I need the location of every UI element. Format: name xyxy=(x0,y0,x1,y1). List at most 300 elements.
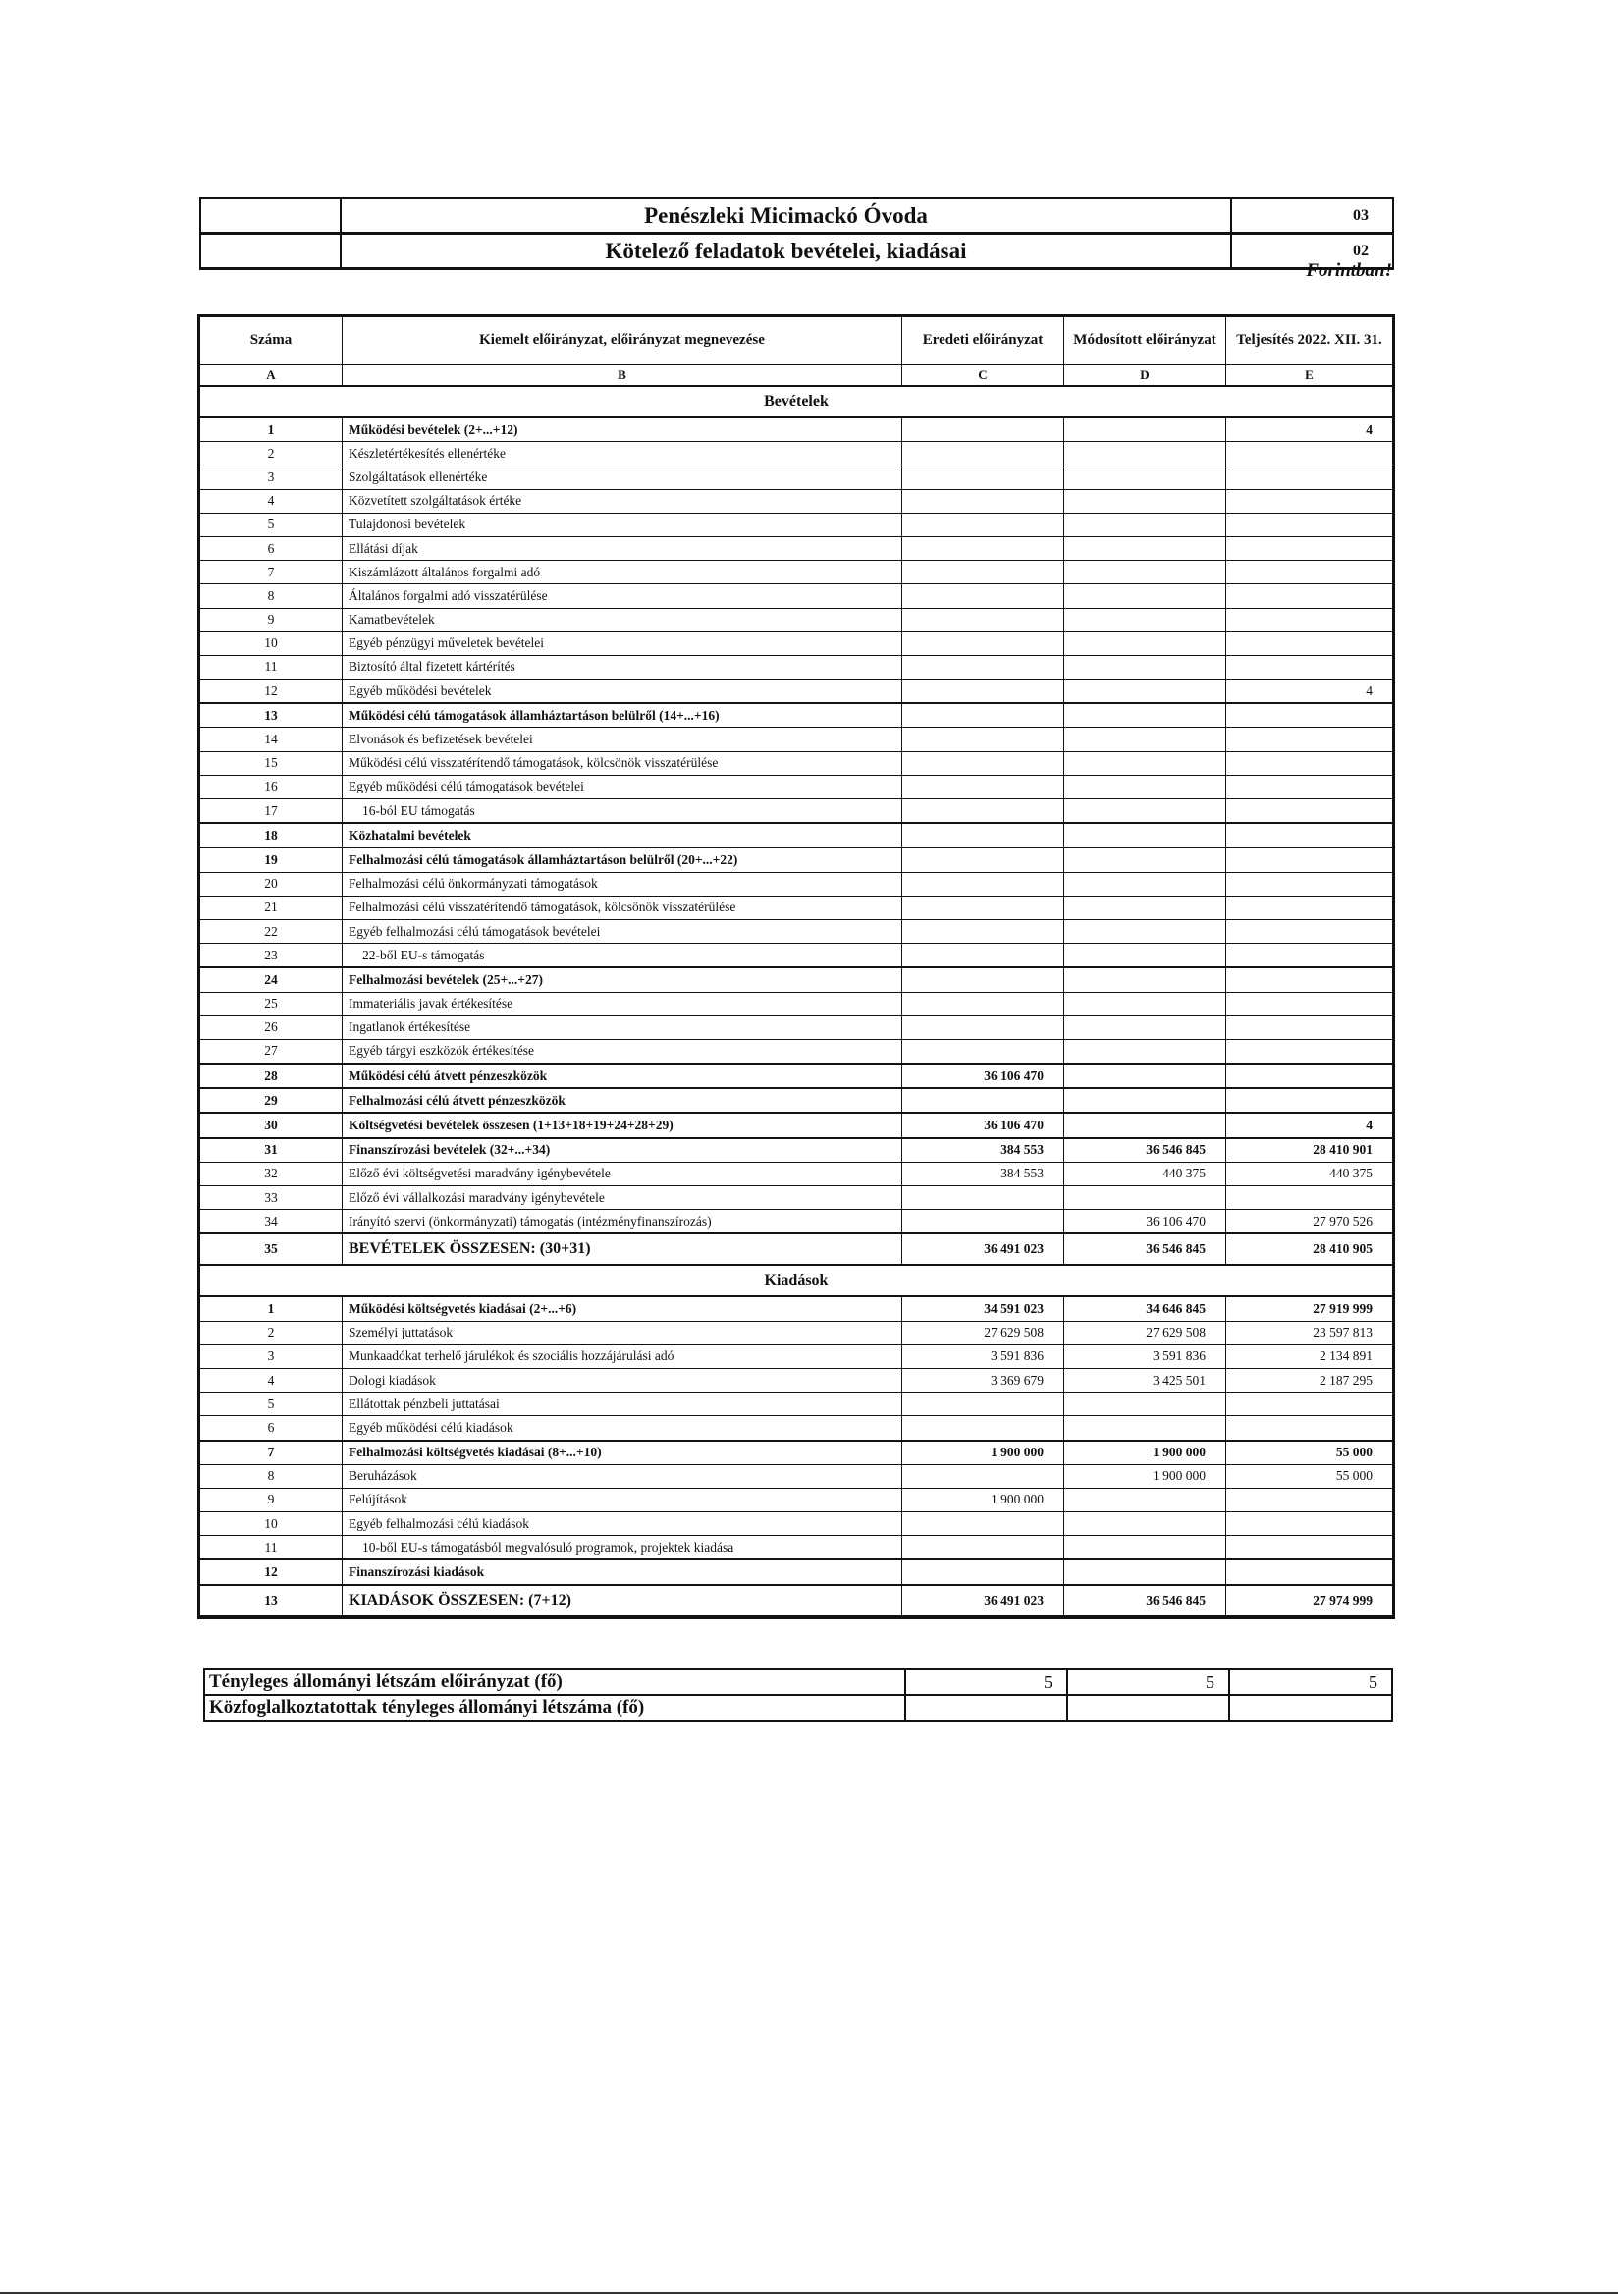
modified-appropriation xyxy=(1064,442,1226,465)
section-heading-income: Bevételek xyxy=(200,386,1393,417)
actual-performance: 55 000 xyxy=(1226,1464,1393,1488)
modified-appropriation xyxy=(1064,1015,1226,1039)
income-row xyxy=(200,489,1393,513)
modified-appropriation xyxy=(1064,775,1226,798)
original-appropriation: 3 369 679 xyxy=(902,1368,1064,1392)
income-row xyxy=(200,1210,1393,1234)
income-row xyxy=(200,1138,1393,1163)
income-row xyxy=(200,967,1393,992)
row-label: Ellátottak pénzbeli juttatásai xyxy=(343,1393,902,1416)
original-appropriation xyxy=(902,1416,1064,1441)
row-number: 11 xyxy=(200,1536,343,1560)
row-label: Dologi kiadások xyxy=(343,1368,902,1392)
row-number: 9 xyxy=(200,1488,343,1511)
expense-row xyxy=(200,1512,1393,1536)
modified-appropriation xyxy=(1064,944,1226,968)
section-heading-row xyxy=(200,386,1393,417)
staff-row xyxy=(204,1669,1392,1695)
row-number: 27 xyxy=(200,1039,343,1064)
row-label: Előző évi vállalkozási maradvány igénybevétele xyxy=(343,1186,902,1210)
modified-appropriation xyxy=(1064,1488,1226,1511)
income-row xyxy=(200,1015,1393,1039)
row-number: 5 xyxy=(200,1393,343,1416)
actual-performance: 4 xyxy=(1226,1113,1393,1137)
actual-performance: 440 375 xyxy=(1226,1162,1393,1185)
modified-appropriation: 34 646 845 xyxy=(1064,1296,1226,1321)
row-label: Immateriális javak értékesítése xyxy=(343,992,902,1015)
actual-performance: 2 187 295 xyxy=(1226,1368,1393,1392)
original-appropriation: 34 591 023 xyxy=(902,1296,1064,1321)
row-label: Kiszámlázott általános forgalmi adó xyxy=(343,561,902,584)
column-letter: E xyxy=(1226,365,1393,387)
actual-performance: 27 974 999 xyxy=(1226,1585,1393,1616)
row-label: Felhalmozási célú önkormányzati támogatások xyxy=(343,872,902,896)
row-label: Ellátási díjak xyxy=(343,536,902,560)
column-letter: A xyxy=(200,365,343,387)
actual-performance: 2 134 891 xyxy=(1226,1344,1393,1368)
actual-performance: 55 000 xyxy=(1226,1441,1393,1465)
income-row xyxy=(200,944,1393,968)
actual-performance xyxy=(1226,1393,1393,1416)
row-number: 8 xyxy=(200,1464,343,1488)
row-label: Készletértékesítés ellenértéke xyxy=(343,442,902,465)
income-row xyxy=(200,536,1393,560)
actual-performance: 27 919 999 xyxy=(1226,1296,1393,1321)
staff-label: Tényleges állományi létszám előirányzat (fő) xyxy=(204,1669,905,1695)
original-appropriation xyxy=(902,703,1064,728)
row-number: 22 xyxy=(200,919,343,943)
actual-performance xyxy=(1226,728,1393,751)
column-header-actual: Teljesítés 2022. XII. 31. xyxy=(1226,317,1393,365)
income-row xyxy=(200,1088,1393,1113)
original-appropriation xyxy=(902,465,1064,489)
row-number: 7 xyxy=(200,561,343,584)
modified-appropriation xyxy=(1064,847,1226,872)
row-label: Egyéb működési célú kiadások xyxy=(343,1416,902,1441)
actual-performance xyxy=(1226,655,1393,679)
actual-performance: 27 970 526 xyxy=(1226,1210,1393,1234)
staff-row xyxy=(204,1695,1392,1721)
modified-appropriation: 27 629 508 xyxy=(1064,1321,1226,1344)
row-label: Egyéb tárgyi eszközök értékesítése xyxy=(343,1039,902,1064)
modified-appropriation xyxy=(1064,1393,1226,1416)
staff-original xyxy=(905,1695,1067,1721)
column-header-modified: Módosított előirányzat xyxy=(1064,317,1226,365)
modified-appropriation xyxy=(1064,561,1226,584)
modified-appropriation xyxy=(1064,896,1226,919)
row-label: Felhalmozási költségvetés kiadásai (8+...+10) xyxy=(343,1441,902,1465)
row-label: Működési költségvetés kiadásai (2+...+6) xyxy=(343,1296,902,1321)
original-appropriation xyxy=(902,775,1064,798)
row-number: 29 xyxy=(200,1088,343,1113)
row-number: 10 xyxy=(200,631,343,655)
row-label: Egyéb felhalmozási célú támogatások bevételei xyxy=(343,919,902,943)
column-header-name: Kiemelt előirányzat, előirányzat megnevezése xyxy=(343,317,902,365)
original-appropriation xyxy=(902,847,1064,872)
row-number: 23 xyxy=(200,944,343,968)
actual-performance xyxy=(1226,1559,1393,1584)
row-number: 12 xyxy=(200,1559,343,1584)
header-blank-cell xyxy=(200,198,341,234)
column-header-number: Száma xyxy=(200,317,343,365)
original-appropriation: 36 106 470 xyxy=(902,1064,1064,1088)
original-appropriation xyxy=(902,1039,1064,1064)
actual-performance xyxy=(1226,1064,1393,1088)
original-appropriation xyxy=(902,442,1064,465)
row-label: Biztosító által fizetett kártérítés xyxy=(343,655,902,679)
row-label: Tulajdonosi bevételek xyxy=(343,513,902,536)
row-number: 9 xyxy=(200,608,343,631)
row-number: 32 xyxy=(200,1162,343,1185)
row-label: Ingatlanok értékesítése xyxy=(343,1015,902,1039)
row-number: 18 xyxy=(200,823,343,847)
modified-appropriation: 1 900 000 xyxy=(1064,1464,1226,1488)
row-label: Személyi juttatások xyxy=(343,1321,902,1344)
original-appropriation xyxy=(902,1536,1064,1560)
page-bottom-rule xyxy=(0,2292,1618,2294)
actual-performance xyxy=(1226,1186,1393,1210)
modified-appropriation xyxy=(1064,728,1226,751)
row-number: 6 xyxy=(200,536,343,560)
modified-appropriation xyxy=(1064,1536,1226,1560)
actual-performance: 28 410 905 xyxy=(1226,1233,1393,1265)
modified-appropriation xyxy=(1064,489,1226,513)
income-section xyxy=(200,386,1393,1265)
row-number: 4 xyxy=(200,489,343,513)
row-label: Munkaadókat terhelő járulékok és szociális hozzájárulási adó xyxy=(343,1344,902,1368)
income-row xyxy=(200,631,1393,655)
row-label: Felhalmozási bevételek (25+...+27) xyxy=(343,967,902,992)
actual-performance xyxy=(1226,823,1393,847)
row-label: Költségvetési bevételek összesen (1+13+18+19+24+28+29) xyxy=(343,1113,902,1137)
original-appropriation: 384 553 xyxy=(902,1138,1064,1163)
actual-performance xyxy=(1226,1416,1393,1441)
original-appropriation xyxy=(902,680,1064,704)
original-appropriation xyxy=(902,1088,1064,1113)
expense-row xyxy=(200,1368,1393,1392)
income-row xyxy=(200,992,1393,1015)
actual-performance xyxy=(1226,1488,1393,1511)
income-row xyxy=(200,1162,1393,1185)
original-appropriation: 27 629 508 xyxy=(902,1321,1064,1344)
original-appropriation: 3 591 836 xyxy=(902,1344,1064,1368)
page-title: Kötelező feladatok bevételei, kiadásai xyxy=(341,234,1231,269)
modified-appropriation xyxy=(1064,799,1226,824)
original-appropriation xyxy=(902,655,1064,679)
original-appropriation xyxy=(902,919,1064,943)
title-code: 02 xyxy=(1231,234,1393,269)
modified-appropriation xyxy=(1064,703,1226,728)
actual-performance xyxy=(1226,896,1393,919)
modified-appropriation: 1 900 000 xyxy=(1064,1441,1226,1465)
income-total-row xyxy=(200,1233,1393,1265)
original-appropriation xyxy=(902,489,1064,513)
row-label: 22-ből EU-s támogatás xyxy=(343,944,902,968)
original-appropriation: 36 106 470 xyxy=(902,1113,1064,1137)
original-appropriation xyxy=(902,1393,1064,1416)
actual-performance xyxy=(1226,944,1393,968)
income-row xyxy=(200,823,1393,847)
modified-appropriation xyxy=(1064,655,1226,679)
actual-performance: 4 xyxy=(1226,680,1393,704)
income-row xyxy=(200,751,1393,775)
institution-name: Penészleki Micimackó Óvoda xyxy=(341,198,1231,234)
modified-appropriation: 3 425 501 xyxy=(1064,1368,1226,1392)
row-label: 16-ból EU támogatás xyxy=(343,799,902,824)
row-label: Általános forgalmi adó visszatérülése xyxy=(343,584,902,608)
actual-performance xyxy=(1226,992,1393,1015)
actual-performance xyxy=(1226,465,1393,489)
header-row-institution xyxy=(200,198,1393,234)
actual-performance xyxy=(1226,1536,1393,1560)
modified-appropriation xyxy=(1064,919,1226,943)
row-label: Egyéb pénzügyi műveletek bevételei xyxy=(343,631,902,655)
row-number: 11 xyxy=(200,655,343,679)
modified-appropriation xyxy=(1064,536,1226,560)
row-label: Elvonások és befizetések bevételei xyxy=(343,728,902,751)
row-number: 3 xyxy=(200,1344,343,1368)
expense-row xyxy=(200,1441,1393,1465)
row-number: 26 xyxy=(200,1015,343,1039)
income-row xyxy=(200,1064,1393,1088)
row-number: 33 xyxy=(200,1186,343,1210)
modified-appropriation xyxy=(1064,680,1226,704)
row-label: Egyéb működési bevételek xyxy=(343,680,902,704)
actual-performance xyxy=(1226,442,1393,465)
income-row xyxy=(200,703,1393,728)
actual-performance xyxy=(1226,536,1393,560)
original-appropriation xyxy=(902,896,1064,919)
actual-performance xyxy=(1226,1088,1393,1113)
row-number: 6 xyxy=(200,1416,343,1441)
modified-appropriation: 36 546 845 xyxy=(1064,1138,1226,1163)
row-label: Felhalmozási célú átvett pénzeszközök xyxy=(343,1088,902,1113)
income-row xyxy=(200,584,1393,608)
section-heading-row xyxy=(200,1265,1393,1296)
modified-appropriation xyxy=(1064,1559,1226,1584)
row-number: 17 xyxy=(200,799,343,824)
original-appropriation xyxy=(902,561,1064,584)
row-number: 3 xyxy=(200,465,343,489)
row-label: Szolgáltatások ellenértéke xyxy=(343,465,902,489)
column-header-row xyxy=(200,317,1393,365)
modified-appropriation xyxy=(1064,751,1226,775)
row-label: Közhatalmi bevételek xyxy=(343,823,902,847)
document-header xyxy=(199,197,1394,270)
actual-performance xyxy=(1226,799,1393,824)
modified-appropriation xyxy=(1064,1088,1226,1113)
row-number: 28 xyxy=(200,1064,343,1088)
row-label: Felhalmozási célú visszatérítendő támogatások, kölcsönök visszatérülése xyxy=(343,896,902,919)
original-appropriation xyxy=(902,584,1064,608)
section-heading-expense: Kiadások xyxy=(200,1265,1393,1296)
modified-appropriation: 3 591 836 xyxy=(1064,1344,1226,1368)
actual-performance xyxy=(1226,584,1393,608)
expense-row xyxy=(200,1464,1393,1488)
original-appropriation xyxy=(902,631,1064,655)
original-appropriation xyxy=(902,751,1064,775)
row-label: Előző évi költségvetési maradvány igénybevétele xyxy=(343,1162,902,1185)
header-row-title xyxy=(200,234,1393,269)
staff-table xyxy=(203,1668,1393,1722)
original-appropriation xyxy=(902,513,1064,536)
modified-appropriation: 440 375 xyxy=(1064,1162,1226,1185)
expense-row xyxy=(200,1536,1393,1560)
row-number: 20 xyxy=(200,872,343,896)
actual-performance xyxy=(1226,631,1393,655)
expense-row xyxy=(200,1393,1393,1416)
row-number: 25 xyxy=(200,992,343,1015)
staff-original: 5 xyxy=(905,1669,1067,1695)
income-row xyxy=(200,896,1393,919)
institution-code: 03 xyxy=(1231,198,1393,234)
original-appropriation xyxy=(902,967,1064,992)
original-appropriation: 36 491 023 xyxy=(902,1233,1064,1265)
actual-performance xyxy=(1226,1039,1393,1064)
row-number: 12 xyxy=(200,680,343,704)
original-appropriation xyxy=(902,992,1064,1015)
row-label: Finanszírozási bevételek (32+...+34) xyxy=(343,1138,902,1163)
income-row xyxy=(200,442,1393,465)
original-appropriation xyxy=(902,799,1064,824)
expense-row xyxy=(200,1344,1393,1368)
income-row xyxy=(200,417,1393,442)
actual-performance: 28 410 901 xyxy=(1226,1138,1393,1163)
actual-performance xyxy=(1226,1015,1393,1039)
row-number: 30 xyxy=(200,1113,343,1137)
column-letter-row xyxy=(200,365,1393,387)
row-label: Egyéb felhalmozási célú kiadások xyxy=(343,1512,902,1536)
income-row xyxy=(200,847,1393,872)
income-row xyxy=(200,655,1393,679)
original-appropriation xyxy=(902,536,1064,560)
row-label: Közvetített szolgáltatások értéke xyxy=(343,489,902,513)
expense-section xyxy=(200,1265,1393,1615)
actual-performance xyxy=(1226,872,1393,896)
column-header-original: Eredeti előirányzat xyxy=(902,317,1064,365)
expense-row xyxy=(200,1488,1393,1511)
modified-appropriation xyxy=(1064,584,1226,608)
unit-note: Forintban! xyxy=(1306,260,1392,281)
original-appropriation xyxy=(902,417,1064,442)
actual-performance xyxy=(1226,1512,1393,1536)
original-appropriation xyxy=(902,823,1064,847)
modified-appropriation xyxy=(1064,513,1226,536)
expense-row xyxy=(200,1559,1393,1584)
row-label: Kamatbevételek xyxy=(343,608,902,631)
income-row xyxy=(200,1039,1393,1064)
row-number: 16 xyxy=(200,775,343,798)
row-label: Felhalmozási célú támogatások államháztartáson belülről (20+...+22) xyxy=(343,847,902,872)
actual-performance xyxy=(1226,489,1393,513)
row-number: 34 xyxy=(200,1210,343,1234)
row-number: 19 xyxy=(200,847,343,872)
modified-appropriation xyxy=(1064,1416,1226,1441)
income-row xyxy=(200,680,1393,704)
row-number: 2 xyxy=(200,442,343,465)
row-label: Működési célú támogatások államháztartáson belülről (14+...+16) xyxy=(343,703,902,728)
actual-performance xyxy=(1226,561,1393,584)
modified-appropriation xyxy=(1064,417,1226,442)
income-row xyxy=(200,1113,1393,1137)
row-label: Működési bevételek (2+...+12) xyxy=(343,417,902,442)
row-label: Működési célú visszatérítendő támogatások, kölcsönök visszatérülése xyxy=(343,751,902,775)
row-label: BEVÉTELEK ÖSSZESEN: (30+31) xyxy=(343,1233,902,1265)
staff-label: Közfoglalkoztatottak tényleges állományi létszáma (fő) xyxy=(204,1695,905,1721)
budget-table xyxy=(199,316,1393,1617)
income-row xyxy=(200,872,1393,896)
original-appropriation: 384 553 xyxy=(902,1162,1064,1185)
row-label: Irányító szervi (önkormányzati) támogatás (intézményfinanszírozás) xyxy=(343,1210,902,1234)
row-number: 24 xyxy=(200,967,343,992)
modified-appropriation xyxy=(1064,465,1226,489)
row-label: KIADÁSOK ÖSSZESEN: (7+12) xyxy=(343,1585,902,1616)
original-appropriation xyxy=(902,1015,1064,1039)
row-label: Felújítások xyxy=(343,1488,902,1511)
row-label: 10-ből EU-s támogatásból megvalósuló programok, projektek kiadása xyxy=(343,1536,902,1560)
row-label: Beruházások xyxy=(343,1464,902,1488)
original-appropriation xyxy=(902,1186,1064,1210)
income-row xyxy=(200,728,1393,751)
row-number: 13 xyxy=(200,703,343,728)
original-appropriation xyxy=(902,608,1064,631)
modified-appropriation xyxy=(1064,1064,1226,1088)
row-number: 14 xyxy=(200,728,343,751)
staff-modified: 5 xyxy=(1067,1669,1229,1695)
expense-row xyxy=(200,1321,1393,1344)
modified-appropriation xyxy=(1064,1512,1226,1536)
column-letter: B xyxy=(343,365,902,387)
original-appropriation xyxy=(902,1210,1064,1234)
staff-actual xyxy=(1229,1695,1392,1721)
row-number: 5 xyxy=(200,513,343,536)
income-row xyxy=(200,919,1393,943)
row-number: 7 xyxy=(200,1441,343,1465)
actual-performance xyxy=(1226,608,1393,631)
original-appropriation: 36 491 023 xyxy=(902,1585,1064,1616)
actual-performance xyxy=(1226,847,1393,872)
modified-appropriation xyxy=(1064,992,1226,1015)
modified-appropriation: 36 106 470 xyxy=(1064,1210,1226,1234)
modified-appropriation xyxy=(1064,872,1226,896)
income-row xyxy=(200,1186,1393,1210)
header-blank-cell xyxy=(200,234,341,269)
modified-appropriation: 36 546 845 xyxy=(1064,1585,1226,1616)
income-row xyxy=(200,775,1393,798)
original-appropriation xyxy=(902,1464,1064,1488)
row-number: 1 xyxy=(200,1296,343,1321)
original-appropriation: 1 900 000 xyxy=(902,1441,1064,1465)
original-appropriation: 1 900 000 xyxy=(902,1488,1064,1511)
original-appropriation xyxy=(902,944,1064,968)
original-appropriation xyxy=(902,1512,1064,1536)
row-number: 10 xyxy=(200,1512,343,1536)
modified-appropriation: 36 546 845 xyxy=(1064,1233,1226,1265)
actual-performance: 23 597 813 xyxy=(1226,1321,1393,1344)
row-number: 8 xyxy=(200,584,343,608)
modified-appropriation xyxy=(1064,1113,1226,1137)
modified-appropriation xyxy=(1064,631,1226,655)
income-row xyxy=(200,799,1393,824)
staff-modified xyxy=(1067,1695,1229,1721)
modified-appropriation xyxy=(1064,967,1226,992)
row-label: Finanszírozási kiadások xyxy=(343,1559,902,1584)
expense-row xyxy=(200,1296,1393,1321)
original-appropriation xyxy=(902,872,1064,896)
modified-appropriation xyxy=(1064,823,1226,847)
row-number: 15 xyxy=(200,751,343,775)
modified-appropriation xyxy=(1064,608,1226,631)
